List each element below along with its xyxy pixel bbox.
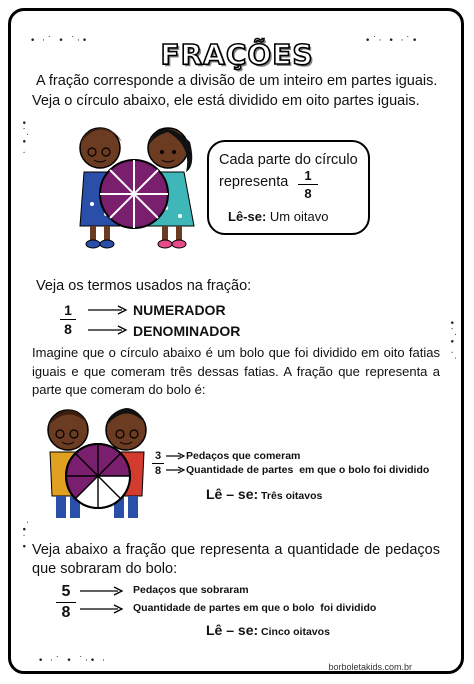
bubble-fraction xyxy=(298,168,318,201)
decor-dots: •·˙• · xyxy=(18,120,28,156)
intro-line-2: Veja o círculo abaixo, ele está dividido em oito partes iguais. xyxy=(32,93,420,109)
decor-dots: •·˙• ·˙ xyxy=(446,320,456,363)
leftover-numerator: 5 xyxy=(61,583,71,600)
terms-fraction xyxy=(60,302,76,337)
bubble-line-1: Cada parte do círculo xyxy=(219,152,358,168)
fraction-bar xyxy=(60,319,76,320)
eaten-denominator: 8 xyxy=(154,465,162,477)
leftover-reading xyxy=(206,622,330,640)
girls-illustration xyxy=(70,116,198,252)
fraction-bar xyxy=(298,184,318,185)
terms-denominator: 8 xyxy=(64,321,72,337)
leftover-fraction xyxy=(56,583,76,622)
leftover-denominator-desc: Quantidade de partes em que o bolo foi dividido xyxy=(133,602,377,614)
leftover-numerator-desc: Pedaços que sobraram xyxy=(133,584,249,596)
eaten-reading xyxy=(206,486,322,504)
read-value: Três oitavos xyxy=(258,490,323,502)
bubble-line-2: representa xyxy=(219,174,289,190)
fraction-bar xyxy=(56,602,76,603)
read-label: Lê – se: xyxy=(206,622,259,638)
numerator-label: NUMERADOR xyxy=(133,302,226,318)
decor-dots: •˙· • ·˙• xyxy=(365,36,420,46)
terms-heading: Veja os termos usados na fração: xyxy=(36,278,252,294)
bubble-reading xyxy=(228,207,328,226)
arrow-icon xyxy=(88,325,128,335)
eaten-fraction xyxy=(152,450,164,477)
decor-dots: • ·˙ • ˙·• · xyxy=(38,656,107,666)
cake-paragraph: Imagine que o círculo abaixo é um bolo que foi dividido em oito fatias iguais e que comeram três dessas fatias. A fração que representa a parte que comeram do bolo é: xyxy=(32,345,440,397)
arrow-icon xyxy=(80,586,124,596)
footer-site: borboletakids.com.br xyxy=(328,662,412,672)
decor-dots: • ·˙ • ˙·• xyxy=(30,36,90,46)
terms-numerator: 1 xyxy=(64,302,72,318)
read-label: Lê – se: xyxy=(206,486,259,502)
eaten-numerator: 3 xyxy=(154,450,162,462)
leftover-denominator: 8 xyxy=(61,604,71,621)
arrow-icon xyxy=(80,604,124,614)
arrow-icon xyxy=(88,305,128,315)
bubble-denominator: 8 xyxy=(304,186,312,201)
intro-line-1: A fração corresponde a divisão de um inteiro em partes iguais. xyxy=(36,73,438,89)
eaten-denominator-desc: Quantidade de partes em que o bolo foi dividido xyxy=(186,464,430,476)
arrow-icon xyxy=(166,466,186,474)
read-value: Cinco oitavos xyxy=(258,626,330,638)
arrow-icon xyxy=(166,452,186,460)
decor-dots: ˙•· • xyxy=(18,520,28,551)
read-label: Lê-se: xyxy=(228,209,267,224)
eaten-numerator-desc: Pedaços que comeram xyxy=(186,450,301,462)
read-value: Um oitavo xyxy=(266,209,329,224)
page-title: FRAÇÕES xyxy=(160,38,314,71)
fraction-bar xyxy=(152,463,164,464)
kids-illustration xyxy=(40,400,156,526)
bubble-numerator: 1 xyxy=(304,168,312,183)
denominator-label: DENOMINADOR xyxy=(133,323,241,339)
leftover-paragraph: Veja abaixo a fração que representa a quantidade de pedaços que sobraram do bolo: xyxy=(32,542,440,577)
